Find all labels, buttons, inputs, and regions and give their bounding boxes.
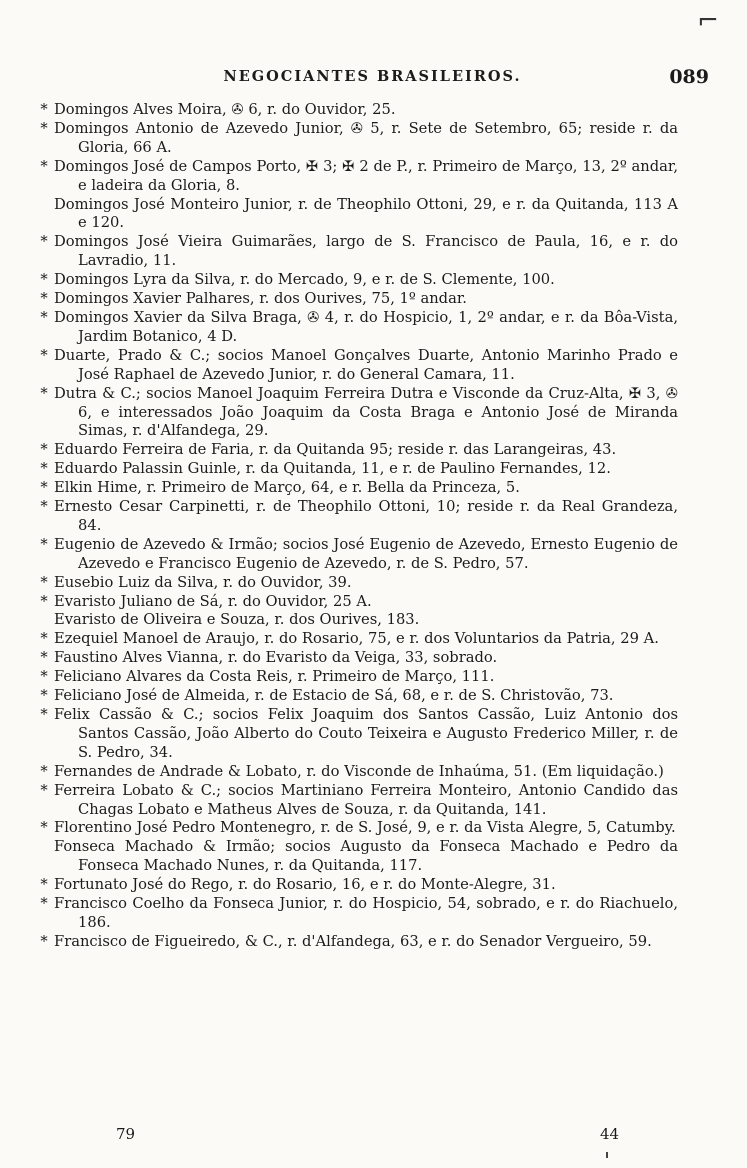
entry-text: Faustino Alves Vianna, r. do Evaristo da Veiga, 33, sobrado. [54, 649, 498, 667]
entry-marker: * [40, 441, 48, 459]
entry-text: Domingos Alves Moira, ✇ 6, r. do Ouvidor, 25. [54, 101, 396, 118]
entry-text: Elkin Hime, r. Primeiro de Março, 64, e r. Bella da Princeza, 5. [54, 479, 520, 497]
entry-marker: * [40, 592, 48, 610]
list-item [34, 460, 678, 479]
entry-text: Eduardo Palassin Guinle, r. da Quitanda, 11, e r. de Paulino Fernandes, 12. [54, 460, 611, 478]
entry-text: Fortunato José do Rego, r. do Rosario, 16, e r. do Monte-Alegre, 31. [54, 876, 556, 894]
list-item [34, 120, 678, 158]
list-item [34, 611, 678, 630]
entry-text: Domingos José Vieira Guimarães, largo de S. Francisco de Paula, 16, e r. do Lavradio, 11. [54, 233, 678, 270]
ink-speck [606, 1152, 608, 1158]
entry-text: Evaristo Juliano de Sá, r. do Ouvidor, 25 A. [54, 592, 372, 610]
entry-marker: * [40, 119, 48, 137]
list-item [34, 574, 678, 593]
corner-pencil-mark: ⌐ [697, 6, 719, 36]
entry-text: Ernesto Cesar Carpinetti, r. de Theophilo Ottoni, 10; reside r. da Real Grandeza, 84. [54, 498, 678, 534]
entry-text: Francisco de Figueiredo, & C., r. d'Alfandega, 63, e r. do Senador Vergueiro, 59. [54, 932, 652, 950]
entry-marker: * [40, 460, 48, 478]
entry-marker: * [40, 271, 48, 289]
entry-marker: * [40, 687, 48, 705]
list-item [34, 196, 678, 234]
entry-text: Ezequiel Manoel de Araujo, r. do Rosario, 75, e r. dos Voluntarios da Patria, 29 A. [54, 630, 659, 648]
entry-text: Dutra & C.; socios Manoel Joaquim Ferreira Dutra e Visconde da Cruz-Alta, ✠ 3, ✇ 6, e interessados João Joaquim da Costa Braga e Antonio José de Miranda Simas, r. d'Alfandega, 29. [54, 384, 678, 440]
list-item [34, 309, 678, 347]
list-item [34, 479, 678, 498]
list-item [34, 347, 678, 385]
entry-marker: * [40, 706, 48, 723]
entry-marker: * [40, 932, 48, 950]
list-item [34, 593, 678, 612]
list-item [34, 271, 678, 290]
entry-text: Feliciano Alvares da Costa Reis, r. Primeiro de Março, 111. [54, 668, 495, 686]
entry-marker: * [40, 308, 48, 326]
entry-text: Florentino José Pedro Montenegro, r. de S. José, 9, e r. da Vista Alegre, 5, Catumby. [54, 819, 676, 837]
list-item [34, 763, 678, 782]
entry-marker: * [40, 573, 48, 591]
entry-marker: * [40, 101, 48, 118]
entry-marker: * [40, 630, 48, 648]
entry-text: Domingos Lyra da Silva, r. do Mercado, 9, e r. de S. Clemente, 100. [54, 271, 555, 289]
entry-text: Ferreira Lobato & C.; socios Martiniano Ferreira Monteiro, Antonio Candido das Chagas Lobato e Matheus Alves de Souza, r. da Quitanda, 141. [54, 781, 678, 818]
list-item [34, 630, 678, 649]
entry-marker: * [40, 781, 48, 799]
entry-text: Francisco Coelho da Fonseca Junior, r. do Hospicio, 54, sobrado, e r. do Riachuelo, 186. [54, 895, 678, 931]
entry-text: Feliciano José de Almeida, r. de Estacio de Sá, 68, e r. de S. Christovão, 73. [54, 687, 614, 705]
entry-marker: * [40, 535, 48, 553]
list-item [34, 290, 678, 309]
list-item [34, 687, 678, 706]
page-header [36, 68, 709, 92]
list-item [34, 838, 678, 876]
entry-text: Domingos Antonio de Azevedo Junior, ✇ 5, r. Sete de Setembro, 65; reside r. da Gloria, 66 A. [54, 119, 678, 156]
entry-marker: * [40, 233, 48, 251]
entry-marker: * [40, 290, 48, 308]
entry-marker: * [40, 895, 48, 913]
list-item [34, 706, 678, 763]
entry-text: Eusebio Luiz da Silva, r. do Ouvidor, 39. [54, 573, 352, 591]
list-item [34, 441, 678, 460]
entry-text: Domingos Xavier Palhares, r. dos Ourives, 75, 1º andar. [54, 290, 467, 308]
list-item [34, 933, 678, 952]
entry-marker: * [40, 876, 48, 894]
entry-text: Fernandes de Andrade & Lobato, r. do Visconde de Inhaúma, 51. (Em liquidação.) [54, 762, 664, 780]
entry-marker: * [40, 649, 48, 667]
entry-text: Felix Cassão & C.; socios Felix Joaquim dos Santos Cassão, Luiz Antonio dos Santos Cassão, João Alberto do Couto Teixeira e Augusto Frederico Miller, r. de S. Pedro, 34. [54, 706, 678, 761]
entry-text: Fonseca Machado & Irmão; socios Augusto da Fonseca Machado e Pedro da Fonseca Machado Nunes, r. da Quitanda, 117. [54, 838, 678, 875]
entry-text: Domingos José de Campos Porto, ✠ 3; ✠ 2 de P., r. Primeiro de Março, 13, 2º andar, e ladeira da Gloria, 8. [54, 157, 678, 194]
list-item [34, 158, 678, 196]
entry-marker: * [40, 819, 48, 837]
list-item [34, 895, 678, 933]
list-item [34, 649, 678, 668]
list-item [34, 101, 678, 120]
list-item [34, 782, 678, 820]
entry-marker: * [40, 384, 48, 402]
signature-mark-right: 44 [600, 1125, 620, 1143]
entry-text: Domingos José Monteiro Junior, r. de Theophilo Ottoni, 29, e r. da Quitanda, 113 A e 120. [54, 195, 678, 232]
entry-text: Evaristo de Oliveira e Souza, r. dos Ourives, 183. [54, 611, 420, 629]
merchant-list [34, 101, 678, 952]
list-item [34, 536, 678, 574]
entry-text: Eduardo Ferreira de Faria, r. da Quitanda 95; reside r. das Larangeiras, 43. [54, 441, 617, 459]
running-title: NEGOCIANTES BRASILEIROS. [223, 68, 522, 85]
list-item [34, 233, 678, 271]
entry-marker: * [40, 498, 48, 516]
entry-marker: * [40, 157, 48, 175]
list-item [34, 385, 678, 442]
page-number: 089 [669, 66, 709, 88]
list-item [34, 876, 678, 895]
entry-marker: * [40, 762, 48, 780]
entry-text: Duarte, Prado & C.; socios Manoel Gonçalves Duarte, Antonio Marinho Prado e José Raphael de Azevedo Junior, r. do General Camara, 11. [54, 346, 678, 383]
entry-text: Eugenio de Azevedo & Irmão; socios José Eugenio de Azevedo, Ernesto Eugenio de Azevedo e Francisco Eugenio de Azevedo, r. de S. Pedro, 57. [54, 535, 678, 572]
list-item [34, 668, 678, 687]
signature-mark-left: 79 [116, 1125, 136, 1143]
entry-text: Domingos Xavier da Silva Braga, ✇ 4, r. do Hospicio, 1, 2º andar, e r. da Bôa-Vista, Jardim Botanico, 4 D. [54, 308, 678, 345]
entry-marker: * [40, 346, 48, 364]
entry-marker: * [40, 668, 48, 686]
entry-marker: * [40, 479, 48, 497]
list-item [34, 819, 678, 838]
list-item [34, 498, 678, 536]
page-footer [0, 1125, 747, 1147]
